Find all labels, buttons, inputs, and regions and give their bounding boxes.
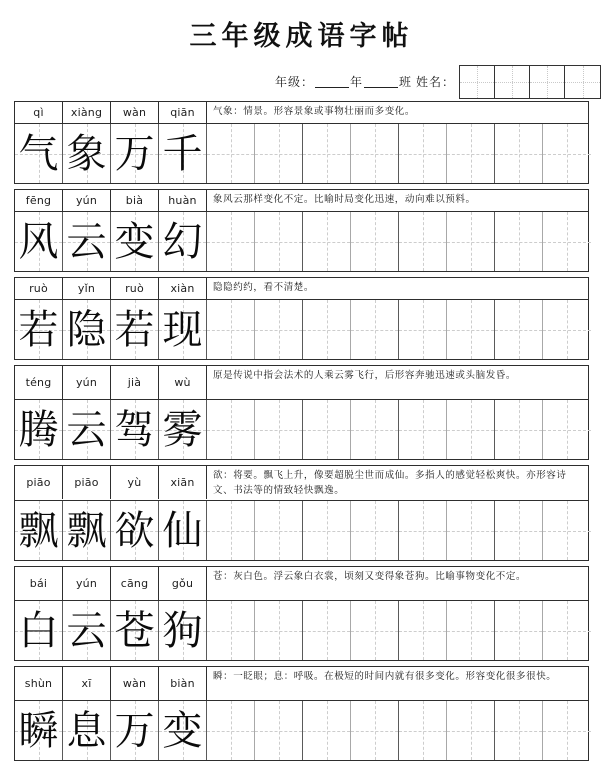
student-info-line	[0, 63, 603, 101]
pinyin-cell: yù	[111, 466, 159, 499]
practice-cell[interactable]	[543, 124, 591, 183]
model-character-cell	[111, 212, 159, 271]
pinyin-definition-row	[15, 102, 588, 124]
model-character-cell	[111, 300, 159, 359]
pinyin-cell: ruò	[111, 278, 159, 299]
grade-label: 年级：	[274, 74, 314, 89]
model-character-cell	[111, 400, 159, 459]
practice-cell[interactable]	[543, 501, 591, 560]
practice-cell[interactable]	[303, 212, 351, 271]
model-character-cell	[63, 212, 111, 271]
model-character: 狗	[162, 607, 203, 653]
model-character: 飘	[18, 507, 59, 553]
pinyin-cell: piāo	[15, 466, 63, 499]
name-grid-cell[interactable]	[530, 66, 565, 98]
pinyin-cell: bái	[15, 567, 63, 600]
practice-cell[interactable]	[399, 601, 447, 660]
model-character: 云	[66, 218, 107, 264]
practice-cell[interactable]	[255, 501, 303, 560]
practice-cell[interactable]	[351, 124, 399, 183]
model-character-cell	[159, 501, 207, 560]
model-character-cell	[15, 601, 63, 660]
model-character: 幻	[162, 218, 203, 264]
pinyin-cell: biàn	[159, 667, 207, 700]
practice-cell[interactable]	[447, 124, 495, 183]
model-character-cell	[63, 701, 111, 760]
practice-cell[interactable]	[495, 300, 543, 359]
idiom-block	[14, 277, 589, 360]
model-character-cell	[15, 501, 63, 560]
pinyin-definition-row	[15, 190, 588, 212]
practice-cell[interactable]	[303, 501, 351, 560]
name-grid-cell[interactable]	[495, 66, 530, 98]
model-character-cell	[63, 400, 111, 459]
model-character: 千	[162, 130, 203, 176]
practice-cell[interactable]	[399, 501, 447, 560]
model-character-cell	[111, 701, 159, 760]
pinyin-cell: qiān	[159, 102, 207, 123]
practice-cell[interactable]	[447, 701, 495, 760]
writing-row	[15, 300, 588, 359]
class-blank[interactable]	[364, 87, 398, 88]
pinyin-cell: yún	[63, 567, 111, 600]
practice-cell[interactable]	[447, 212, 495, 271]
practice-cell[interactable]	[543, 212, 591, 271]
practice-cell[interactable]	[495, 400, 543, 459]
practice-cell[interactable]	[543, 601, 591, 660]
practice-cell[interactable]	[399, 124, 447, 183]
pinyin-cell: yún	[63, 190, 111, 211]
practice-cell[interactable]	[255, 701, 303, 760]
practice-cell[interactable]	[207, 501, 255, 560]
model-character-cell	[63, 501, 111, 560]
practice-cell[interactable]	[447, 601, 495, 660]
model-character-cell	[159, 400, 207, 459]
pinyin-cell: piāo	[63, 466, 111, 499]
pinyin-cell: xiàng	[63, 102, 111, 123]
definition-text: 气象：情景。形容景象或事物壮丽而多变化。	[213, 107, 416, 117]
model-character-cell	[159, 212, 207, 271]
pinyin-definition-row	[15, 466, 588, 501]
model-character: 云	[66, 607, 107, 653]
model-character: 飘	[66, 507, 107, 553]
pinyin-cell: yún	[63, 366, 111, 399]
page-title: 三年级成语字帖	[189, 21, 414, 51]
pinyin-definition-row	[15, 667, 588, 701]
practice-cell[interactable]	[399, 300, 447, 359]
model-character: 驾	[114, 406, 155, 452]
model-character: 风	[18, 218, 59, 264]
model-character: 欲	[114, 507, 155, 553]
practice-cell[interactable]	[255, 601, 303, 660]
idiom-block	[14, 189, 589, 272]
grade-blank[interactable]	[315, 87, 349, 88]
pinyin-cell: wàn	[111, 102, 159, 123]
model-character-cell	[15, 212, 63, 271]
practice-cell[interactable]	[207, 212, 255, 271]
practice-cell[interactable]	[543, 300, 591, 359]
practice-cell[interactable]	[495, 501, 543, 560]
model-character-cell	[15, 701, 63, 760]
pinyin-cell: wù	[159, 366, 207, 399]
pinyin-cell: xiàn	[159, 278, 207, 299]
practice-cell[interactable]	[351, 501, 399, 560]
model-character: 气	[18, 130, 59, 176]
practice-cell[interactable]	[495, 124, 543, 183]
writing-row	[15, 124, 588, 183]
idiom-block	[14, 465, 589, 561]
practice-cell[interactable]	[351, 300, 399, 359]
pinyin-cell: shùn	[15, 667, 63, 700]
student-info-text	[275, 73, 455, 92]
model-character: 象	[66, 130, 107, 176]
definition-text: 原是传说中指会法术的人乘云雾飞行，后形容奔驰迅速或头脑发昏。	[213, 371, 517, 381]
pinyin-cell: gǒu	[159, 567, 207, 600]
model-character: 苍	[114, 607, 155, 653]
pinyin-cell: wàn	[111, 667, 159, 700]
pinyin-cell: yǐn	[63, 278, 111, 299]
idiom-block	[14, 666, 589, 761]
pinyin-cell: bià	[111, 190, 159, 211]
writing-row	[15, 601, 588, 660]
practice-cell[interactable]	[207, 701, 255, 760]
model-character-cell	[159, 701, 207, 760]
practice-cell[interactable]	[255, 212, 303, 271]
idiom-block	[14, 365, 589, 460]
practice-cell[interactable]	[207, 124, 255, 183]
year-suffix: 年	[349, 74, 363, 89]
idiom-block	[14, 101, 589, 184]
name-grid-cell[interactable]	[565, 66, 600, 98]
model-character: 雾	[162, 406, 203, 452]
pinyin-cell: ruò	[15, 278, 63, 299]
name-label: 姓名：	[415, 74, 455, 89]
practice-cell[interactable]	[543, 400, 591, 459]
model-character: 若	[114, 306, 155, 352]
practice-cell[interactable]	[399, 701, 447, 760]
model-character-cell	[111, 601, 159, 660]
pinyin-definition-row	[15, 278, 588, 300]
pinyin-definition-row	[15, 366, 588, 400]
practice-cell[interactable]	[303, 701, 351, 760]
definition-text: 隐隐约约，看不清楚。	[213, 283, 315, 293]
definition-text: 象风云那样变化不定。比喻时局变化迅速，动向难以预料。	[213, 195, 476, 205]
model-character: 万	[114, 707, 155, 753]
idiom-block	[14, 566, 589, 661]
model-character-cell	[63, 601, 111, 660]
practice-cell[interactable]	[399, 400, 447, 459]
writing-row	[15, 701, 588, 760]
practice-cell[interactable]	[351, 400, 399, 459]
name-grid[interactable]	[459, 65, 601, 99]
model-character: 白	[18, 607, 59, 653]
model-character: 仙	[162, 507, 203, 553]
model-character: 云	[66, 406, 107, 452]
model-character: 瞬	[18, 707, 59, 753]
practice-cell[interactable]	[255, 124, 303, 183]
practice-cell[interactable]	[447, 400, 495, 459]
pinyin-definition-row	[15, 567, 588, 601]
model-character: 若	[18, 306, 59, 352]
model-character-cell	[15, 124, 63, 183]
definition-text: 苍：灰白色。浮云象白衣裳，顷刻又变得象苍狗。比喻事物变化不定。	[213, 572, 527, 582]
model-character-cell	[63, 300, 111, 359]
pinyin-cell: xiān	[159, 466, 207, 499]
class-suffix: 班	[398, 74, 412, 89]
model-character-cell	[111, 124, 159, 183]
practice-cell[interactable]	[303, 300, 351, 359]
definition-text: 瞬：一眨眼；息：呼吸。在极短的时间内就有很多变化。形容变化很多很快。	[213, 672, 557, 682]
practice-cell[interactable]	[447, 300, 495, 359]
practice-cell[interactable]	[207, 300, 255, 359]
model-character-cell	[111, 501, 159, 560]
pinyin-cell: cāng	[111, 567, 159, 600]
model-character: 隐	[66, 306, 107, 352]
model-character-cell	[159, 601, 207, 660]
model-character: 现	[162, 306, 203, 352]
practice-cell[interactable]	[255, 300, 303, 359]
practice-cell[interactable]	[207, 601, 255, 660]
pinyin-cell: xī	[63, 667, 111, 700]
practice-cell[interactable]	[543, 701, 591, 760]
pinyin-cell: téng	[15, 366, 63, 399]
model-character: 变	[162, 707, 203, 753]
pinyin-cell: qì	[15, 102, 63, 123]
pinyin-cell: jià	[111, 366, 159, 399]
practice-cell[interactable]	[399, 212, 447, 271]
pinyin-cell: fēng	[15, 190, 63, 211]
model-character: 息	[66, 707, 107, 753]
model-character-cell	[15, 300, 63, 359]
model-character-cell	[159, 300, 207, 359]
practice-cell[interactable]	[351, 212, 399, 271]
practice-cell[interactable]	[255, 400, 303, 459]
model-character-cell	[15, 400, 63, 459]
model-character-cell	[159, 124, 207, 183]
practice-cell[interactable]	[495, 601, 543, 660]
practice-cell[interactable]	[351, 701, 399, 760]
practice-cell[interactable]	[303, 400, 351, 459]
definition-text: 欲：将要。飘飞上升，像要超脱尘世而成仙。多指人的感觉轻松爽快。亦形容诗文、书法等的情致轻快飘逸。	[213, 471, 567, 496]
model-character: 变	[114, 218, 155, 264]
name-grid-cell[interactable]	[460, 66, 495, 98]
idiom-sheet	[0, 101, 603, 761]
model-character-cell	[63, 124, 111, 183]
practice-cell[interactable]	[495, 212, 543, 271]
pinyin-cell: huàn	[159, 190, 207, 211]
writing-row	[15, 501, 588, 560]
practice-cell[interactable]	[447, 501, 495, 560]
model-character: 腾	[18, 406, 59, 452]
model-character: 万	[114, 130, 155, 176]
writing-row	[15, 212, 588, 271]
practice-cell[interactable]	[303, 124, 351, 183]
practice-cell[interactable]	[495, 701, 543, 760]
practice-cell[interactable]	[351, 601, 399, 660]
practice-cell[interactable]	[207, 400, 255, 459]
writing-row	[15, 400, 588, 459]
practice-cell[interactable]	[303, 601, 351, 660]
